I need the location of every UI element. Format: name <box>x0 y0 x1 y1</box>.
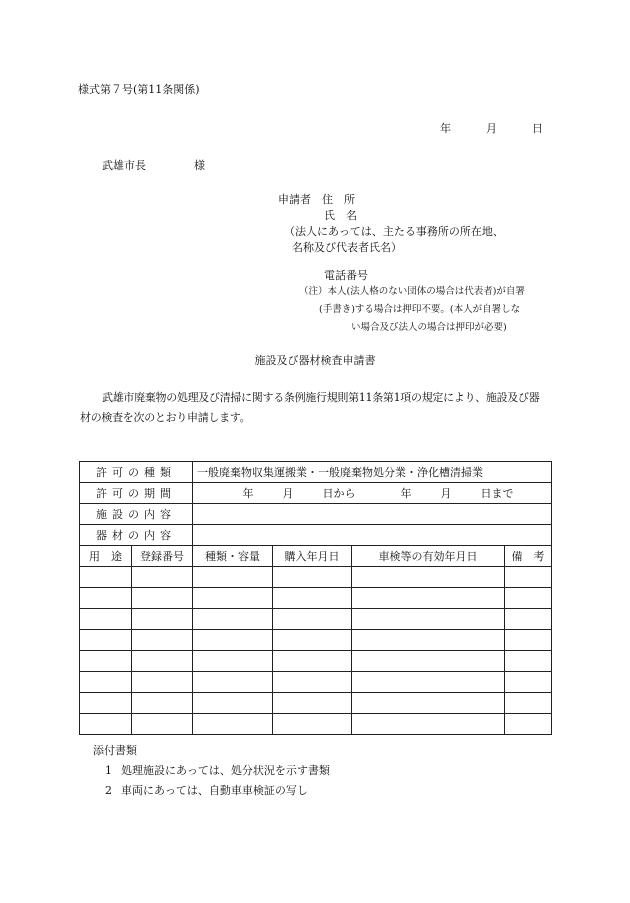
period-end-year: 年 <box>400 487 412 500</box>
period-end-day: 日まで <box>480 487 514 500</box>
date-line <box>440 120 543 136</box>
equipment-row <box>80 525 552 546</box>
period-end-month: 月 <box>440 487 452 500</box>
addressee-name: 武雄市長 <box>102 159 146 172</box>
col-inspection-expiry: 車検等の有効年月日 <box>352 546 505 567</box>
attachments <box>93 741 330 801</box>
document-title: 施設及び器材検査申請書 <box>254 354 376 367</box>
facility-label: 施設の内容 <box>80 504 193 525</box>
attachment-number: 1 <box>105 764 112 777</box>
permit-period-value[interactable] <box>193 483 552 504</box>
table-row <box>80 672 552 693</box>
application-statement: 武雄市廃棄物の処理及び清掃に関する条例施行規則第11条第1項の規定により、施設及び器材の検査を次のとおり申請します。 <box>80 391 540 424</box>
facility-row <box>80 504 552 525</box>
table-row <box>80 693 552 714</box>
attachment-text: 車両にあっては、自動車車検証の写し <box>121 784 308 797</box>
applicant-corp-note-2: 名称及び代表者氏名） <box>292 241 402 254</box>
permit-type-label: 許可の種類 <box>80 462 193 483</box>
seal-note <box>299 283 525 337</box>
column-header-row <box>80 546 552 567</box>
table-row <box>80 609 552 630</box>
equipment-label: 器材の内容 <box>80 525 193 546</box>
applicant-block <box>278 192 504 284</box>
addressee <box>102 157 205 173</box>
col-purchase-date: 購入年月日 <box>273 546 352 567</box>
col-usage: 用 途 <box>80 546 132 567</box>
period-start-year: 年 <box>242 487 254 500</box>
permit-period-label: 許可の期間 <box>80 483 193 504</box>
seal-note-line-2: (手書き)する場合は押印不要。(本人が自署しな <box>319 304 521 315</box>
applicant-address-label: 住 所 <box>322 193 355 206</box>
table-row <box>80 714 552 735</box>
permit-type-row <box>80 462 552 483</box>
permit-period-row <box>80 483 552 504</box>
date-month: 月 <box>486 122 497 135</box>
table-row <box>80 588 552 609</box>
attachment-number: 2 <box>105 784 112 797</box>
applicant-name-label: 氏 名 <box>324 209 357 222</box>
seal-note-line-1: （注）本人(法人格のない団体の場合は代表者)が自署 <box>299 286 525 297</box>
col-type-capacity: 種類・容量 <box>193 546 273 567</box>
date-year: 年 <box>440 122 451 135</box>
applicant-label: 申請者 <box>278 193 311 206</box>
period-start-month: 月 <box>282 487 294 500</box>
period-start-day: 日から <box>322 487 356 500</box>
table-row <box>80 567 552 588</box>
inspection-form-table <box>79 461 552 735</box>
permit-type-value[interactable]: 一般廃棄物収集運搬業・一般廃棄物処分業・浄化槽清掃業 <box>193 462 552 483</box>
facility-value[interactable] <box>193 504 552 525</box>
attachment-text: 処理施設にあっては、処分状況を示す書類 <box>121 764 330 777</box>
attachment-item-1 <box>93 761 330 781</box>
date-day: 日 <box>532 122 543 135</box>
equipment-value[interactable] <box>193 525 552 546</box>
attachments-heading: 添付書類 <box>93 744 137 757</box>
table-row <box>80 630 552 651</box>
applicant-corp-note-1: （法人にあっては、主たる事務所の所在地、 <box>284 225 504 238</box>
seal-note-line-3: い場合及び法人の場合は押印が必要) <box>351 322 507 333</box>
col-registration-number: 登録番号 <box>132 546 193 567</box>
table-row <box>80 651 552 672</box>
form-number: 様式第７号(第11条関係) <box>78 83 200 96</box>
applicant-phone-label: 電話番号 <box>324 269 368 282</box>
attachment-item-2 <box>93 781 330 801</box>
col-remarks: 備 考 <box>505 546 552 567</box>
addressee-honorific: 様 <box>194 159 205 172</box>
